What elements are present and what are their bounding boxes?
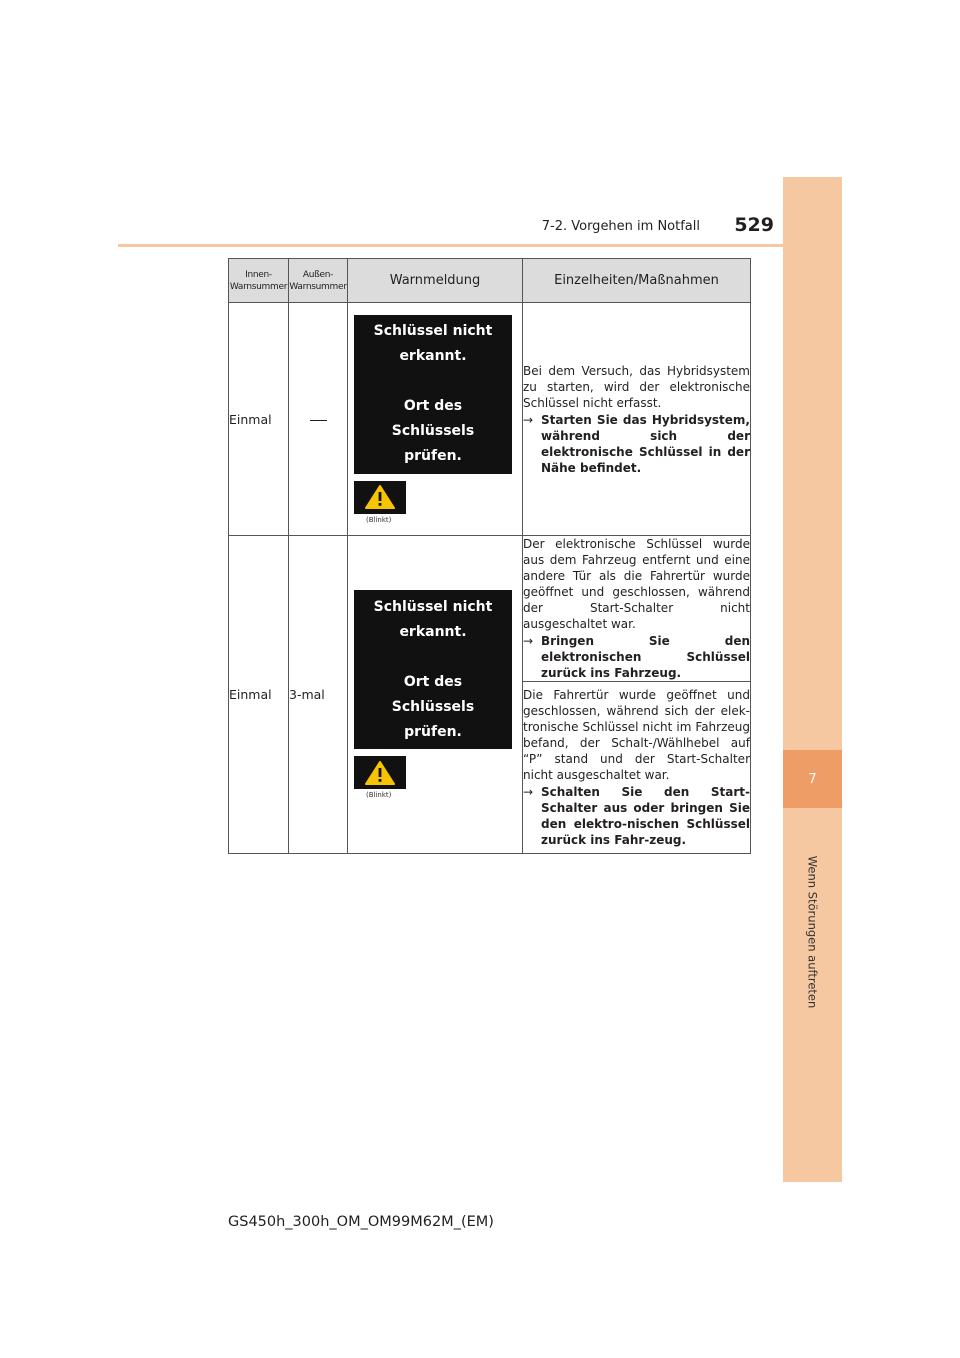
detail-text: Der elektronische Schlüssel wurde aus dem Fahrzeug entfernt und eine andere Tür als die Fahrertür wurde geöffnet und geschlossen, während der Start-Schalter nicht ausgeschaltet war. bbox=[523, 537, 750, 631]
details-cell bbox=[523, 682, 751, 854]
header-details: Einzelheiten/Maßnahmen bbox=[523, 259, 751, 303]
inner-buzzer-cell: Einmal bbox=[229, 536, 289, 854]
action-text: Bringen Sie den elektronischen Schlüssel zurück ins Fahrzeug. bbox=[541, 634, 750, 680]
details-cell bbox=[523, 536, 751, 682]
arrow-icon: → bbox=[523, 634, 534, 648]
table-row bbox=[229, 303, 751, 536]
header-outer-buzzer: Außen- Warnsummer bbox=[289, 259, 348, 303]
chapter-title-text: Wenn Störungen auftreten bbox=[805, 855, 820, 1009]
chapter-number: 7 bbox=[783, 750, 842, 808]
table-header-row bbox=[229, 259, 751, 303]
action-item bbox=[523, 784, 750, 848]
display-screen: Schlüssel nicht erkannt. Ort des Schlüssels prüfen. bbox=[354, 590, 512, 749]
outer-buzzer-cell: 3-mal bbox=[289, 536, 348, 854]
action-text: Starten Sie das Hybridsystem, während sich der elektronische Schlüssel in der Nähe befindet. bbox=[541, 412, 750, 475]
blink-label: (Blinkt) bbox=[366, 791, 392, 799]
arrow-icon: → bbox=[523, 412, 534, 427]
chapter-side-tab bbox=[783, 177, 842, 1182]
header-message: Warnmeldung bbox=[348, 259, 523, 303]
details-cell bbox=[523, 303, 751, 536]
header-rule bbox=[118, 244, 842, 247]
action-text: Schalten Sie den Start-Schalter aus oder bringen Sie den elektro-nischen Schlüssel zurück ins Fahr-zeug. bbox=[541, 785, 750, 847]
detail-text: Die Fahrertür wurde geöffnet und geschlossen, während sich der elek-tronische Schlüssel nicht im Fahrzeug befand, der Schalt-/Wählhebel auf “P” stand und der Start-Schalter nicht ausgeschaltet war. bbox=[523, 688, 750, 782]
display-screen: Schlüssel nicht erkannt. Ort des Schlüssels prüfen. bbox=[354, 315, 512, 474]
chapter-title bbox=[785, 817, 840, 1047]
table-row bbox=[229, 536, 751, 682]
arrow-icon: → bbox=[523, 785, 534, 799]
blink-label: (Blinkt) bbox=[366, 515, 392, 524]
inner-buzzer-cell: Einmal bbox=[229, 303, 289, 536]
warning-display-cell bbox=[348, 536, 523, 854]
action-item bbox=[523, 412, 750, 476]
action-item bbox=[523, 633, 750, 681]
master-warning-box bbox=[354, 481, 406, 514]
no-sound-dash bbox=[310, 420, 327, 421]
document-code: GS450h_300h_OM_OM99M62M_(EM) bbox=[228, 1214, 494, 1230]
section-title: 7-2. Vorgehen im Notfall bbox=[541, 219, 700, 234]
warning-table bbox=[228, 258, 751, 854]
detail-text: Bei dem Versuch, das Hybridsystem zu starten, wird der elektronische Schlüssel nicht erfasst. bbox=[523, 363, 750, 410]
warning-triangle-icon bbox=[365, 761, 395, 785]
warning-display-cell bbox=[348, 303, 523, 536]
master-warning-box bbox=[354, 756, 406, 789]
warning-triangle-icon bbox=[365, 485, 395, 509]
outer-buzzer-cell bbox=[289, 303, 348, 536]
header-inner-buzzer: Innen- Warnsummer bbox=[229, 259, 289, 303]
page-number: 529 bbox=[734, 214, 774, 236]
